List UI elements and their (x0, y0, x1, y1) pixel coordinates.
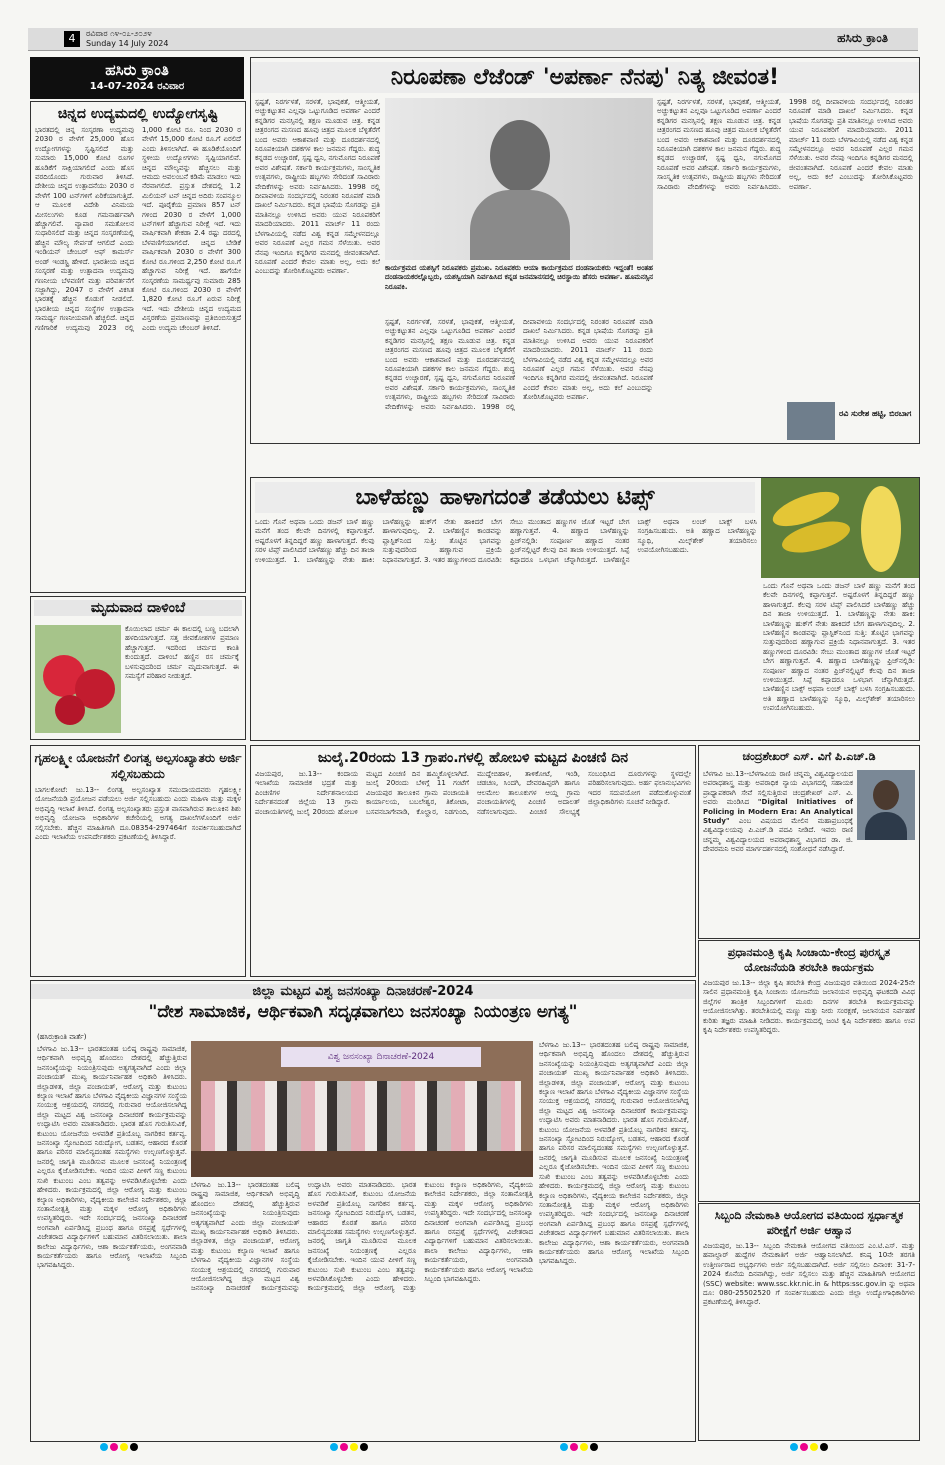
pomegranate-photo (35, 625, 121, 733)
byline: (ಹಸಿರುಕ್ರಾಂತಿ ವಾರ್ತೆ) (37, 1033, 87, 1041)
event-photo (191, 1041, 533, 1177)
article-body: ಭಾರತದಲ್ಲಿ ಚಿನ್ನ ಸಂಸ್ಕರಣಾ ಉದ್ಯಮವು 2030 ರ ವೇಳೆಗೆ 25,000 ಹೊಸ ಉದ್ಯೋಗಗಳನ್ನು ಸೃಷ್ಟಿಸಲಿದೆ ಮತ್ತು ಸುಮಾರು 15,000 ಕೋಟಿ ರೂಗಳ ಹೂಡಿಕೆಗೆ ಸಾಕ್ಷಿಯಾಗಲಿದೆ ಎಂದು ಹೊಸ ವರದಿಯೊಂದು ಗುರುವಾರ ತಿಳಿಸಿದೆ. ದೇಶೀಯ ಚಿನ್ನದ ಉತ್ಪಾದನೆಯು 2030 ರ ವೇಳೆಗೆ 100 ಟನ್‌ಗಳಿಗೆ ಏರಿಕೆಯಾಗುತ್ತಿದೆ. ಆ ಮೂಲಕ ವಿದೇಶಿ ವಿನಿಮಯ ಮೀಸಲುಗಳು ಕೂಡ ಗಮನಾರ್ಹವಾಗಿ ಹೆಚ್ಚಾಗಲಿವೆ. ವ್ಯಾಪಾರ ಸಮತೋಲನ ಸುಧಾರಿಸಲಿದೆ ಮತ್ತು ಚಿನ್ನದ ಸಂಸ್ಕರಣೆಯಲ್ಲಿ ಹೆಚ್ಚಿನ ಮೌಲ್ಯ ಸೇರ್ಪಡೆ ಆಗಲಿದೆ ಎಂದು ಇಂಡಿಯನ್ ಚೇಂಬರ್ ಆಫ್ ಕಾಮರ್ಸ್ ಅಂಡ್ ಇಂಡಸ್ಟ್ರಿ ಹೇಳಿದೆ. ಭಾರತೀಯ ಚಿನ್ನದ ಸಂಸ್ಕರಣೆ ಮತ್ತು ಉತ್ಪಾದನಾ ಉದ್ಯಮವು ಗಣನೀಯ ಬೆಳವಣಿಗೆ ಮತ್ತು ಪರಿವರ್ತನೆಗೆ ಸಜ್ಜಾಗಿದ್ದು, 2047 ರ ವೇಳೆಗೆ ವಿಕಸಿತ ಭಾರತಕ್ಕೆ ಹೆಚ್ಚಿನ ಕೊಡುಗೆ ನೀಡಲಿದೆ. ಭಾರತೀಯ ಚಿನ್ನದ ಸಂಸ್ಥೆಗಳ ಉತ್ಪಾದನಾ ಸಾಮರ್ಥ್ಯ ಗಣನೀಯವಾಗಿ ಹೆಚ್ಚಲಿದೆ. ಚಿನ್ನದ ಗಣಿಗಾರಿಕೆ ಉದ್ಯಮವು 2023 ರಲ್ಲಿ 1,000 ಕೋಟಿ ರೂ. ನಿಂದ 2030 ರ ವೇಳೆಗೆ 15,000 ಕೋಟಿ ರೂ.ಗೆ ಏರಲಿದೆ ಎಂದು ತಿಳಿಸಲಾಗಿದೆ. ಈ ಹೂಡಿಕೆಯೊಂದಿಗೆ ಸ್ಥಳೀಯ ಉದ್ಯೋಗಗಳು ಸೃಷ್ಟಿಯಾಗಲಿವೆ. ಚಿನ್ನದ ಮೌಲ್ಯವನ್ನು ಹೆಚ್ಚಿಸಲು ಮತ್ತು ಆಮದು ಅವಲಂಬನೆ ಕಡಿಮೆ ಮಾಡಲು ಇದು ನೆರವಾಗಲಿದೆ. ಪ್ರಸ್ತುತ ದೇಶದಲ್ಲಿ 1.2 ಮಿಲಿಯನ್ ಟನ್ ಚಿನ್ನದ ಅದಿರು ಸಂಪನ್ಮೂಲ ಇದೆ. ಪೂರೈಕೆಯ ಪ್ರಮಾಣ 857 ಟನ್ ಗಳಿಂದ 2030 ರ ವೇಳೆಗೆ 1,000 ಟನ್‌ಗಳಿಗೆ ಹೆಚ್ಚಾಗುವ ನಿರೀಕ್ಷೆ ಇದೆ. ಇದು ವಾರ್ಷಿಕವಾಗಿ ಶೇಕಡಾ 2.4 ರಷ್ಟು ದರದಲ್ಲಿ ಬೆಳವಣಿಗೆಯಾಗಲಿದೆ. ಚಿನ್ನದ ಬೇಡಿಕೆ ವಾರ್ಷಿಕವಾಗಿ 2030 ರ ವೇಳೆಗೆ 300 ಕೋಟಿ ರೂ.ಗಳಿಂದ 2,250 ಕೋಟಿ ರೂ.ಗೆ ಹೆಚ್ಚಾಗುವ ನಿರೀಕ್ಷೆ ಇದೆ. ಹಾಗೆಯೇ ಸಂಸ್ಕರಣೆಯ ಸಾಮರ್ಥ್ಯವು ಸುಮಾರು 285 ಕೋಟಿ ರೂ.ಗಳಿಂದ 2030 ರ ವೇಳೆಗೆ 1,820 ಕೋಟಿ ರೂ.ಗೆ ಏರುವ ನಿರೀಕ್ಷೆ ಇದೆ. ಇದು ದೇಶೀಯ ಚಿನ್ನದ ಉದ್ಯಮದ ವಿಸ್ತರಣೆಯ ಪ್ರಮಾಣವನ್ನು ಪ್ರತಿಬಿಂಬಿಸುತ್ತದೆ ಎಂದು ಉದ್ಯಮ ಚೇಂಬರ್ ತಿಳಿಸಿದೆ. (35, 126, 241, 332)
story-gold-industry (30, 101, 246, 593)
event-banner: ವಿಶ್ವ ಜನಸಂಖ್ಯಾ ದಿನಾಚರಣೆ-2024 (281, 1047, 481, 1067)
masthead-date: 14-07-2024 ರವಿವಾರ (89, 81, 185, 92)
article-body-right: ಬೆಳಗಾವಿ ಜು.13-- ಭಾರತದಂತಹ ಬಲಿಷ್ಠ ರಾಷ್ಟ್ರವು ಸಾಮಾಜಿಕ, ಆರ್ಥಿಕವಾಗಿ ಅಭಿವೃದ್ಧಿ ಹೊಂದಲು ದೇಶದಲ್ಲಿ ಹೆಚ್ಚುತ್ತಿರುವ ಜನಸಂಖ್ಯೆಯನ್ನು ನಿಯಂತ್ರಿಸುವುದು ಅತ್ಯಗತ್ಯವಾಗಿದೆ ಎಂದು ಜಿಲ್ಲಾ ಪಂಚಾಯತ್ ಮುಖ್ಯ ಕಾರ್ಯನಿರ್ವಾಹಕ ಅಧಿಕಾರಿ ತಿಳಿಸಿದರು. ಜಿಲ್ಲಾಡಳಿತ, ಜಿಲ್ಲಾ ಪಂಚಾಯತ್, ಆರೋಗ್ಯ ಮತ್ತು ಕುಟುಂಬ ಕಲ್ಯಾಣ ಇಲಾಖೆ ಹಾಗೂ ಬೆಳಗಾವಿ ವೈದ್ಯಕೀಯ ವಿಜ್ಞಾನಗಳ ಸಂಸ್ಥೆಯ ಸಂಯುಕ್ತ ಆಶ್ರಯದಲ್ಲಿ ನಗರದಲ್ಲಿ ಗುರುವಾರ ಆಯೋಜಿಸಲಾಗಿದ್ದ ಜಿಲ್ಲಾ ಮಟ್ಟದ ವಿಶ್ವ ಜನಸಂಖ್ಯಾ ದಿನಾಚರಣೆ ಕಾರ್ಯಕ್ರಮವನ್ನು ಉದ್ಘಾಟಿಸಿ ಅವರು ಮಾತನಾಡಿದರು. ಭಾರತ ಹೊಸ ಗುರುತಿಸುವಿಕೆ, ಕುಟುಂಬ ಯೋಜನೆಯ ಅಳವಡಿಕೆ ಪ್ರತಿಯೊಬ್ಬ ನಾಗರಿಕನ ಕರ್ತವ್ಯ. ಜನಸಂಖ್ಯಾ ಸ್ಫೋಟದಿಂದ ನಿರುದ್ಯೋಗ, ಬಡತನ, ಆಹಾರದ ಕೊರತೆ ಹಾಗೂ ಪರಿಸರ ಮಾಲಿನ್ಯದಂತಹ ಸಮಸ್ಯೆಗಳು ಉಲ್ಬಣಗೊಳ್ಳುತ್ತವೆ. ಜನರಲ್ಲಿ ಜಾಗೃತಿ ಮೂಡಿಸುವ ಮೂಲಕ ಜನಸಂಖ್ಯೆ ನಿಯಂತ್ರಣಕ್ಕೆ ಎಲ್ಲರೂ ಕೈಜೋಡಿಸಬೇಕು. ಇಂದಿನ ಯುವ ಪೀಳಿಗೆ ಸಣ್ಣ ಕುಟುಂಬ ಸುಖಿ ಕುಟುಂಬ ಎಂಬ ತತ್ವವನ್ನು ಅಳವಡಿಸಿಕೊಳ್ಳಬೇಕು ಎಂದು ಹೇಳಿದರು. ಕಾರ್ಯಕ್ರಮದಲ್ಲಿ ಜಿಲ್ಲಾ ಆರೋಗ್ಯ ಮತ್ತು ಕುಟುಂಬ ಕಲ್ಯಾಣ ಅಧಿಕಾರಿಗಳು, ವೈದ್ಯಕೀಯ ಕಾಲೇಜಿನ ನಿರ್ದೇಶಕರು, ಜಿಲ್ಲಾ ಸಂತಾನೋತ್ಪತ್ತಿ ಮತ್ತು ಮಕ್ಕಳ ಆರೋಗ್ಯ ಅಧಿಕಾರಿಗಳು ಉಪಸ್ಥಿತರಿದ್ದರು. ಇದೇ ಸಂದರ್ಭದಲ್ಲಿ ಜನಸಂಖ್ಯಾ ದಿನಾಚರಣೆ ಅಂಗವಾಗಿ ಏರ್ಪಡಿಸಿದ್ದ ಪ್ರಬಂಧ ಹಾಗೂ ರಸಪ್ರಶ್ನೆ ಸ್ಪರ್ಧೆಗಳಲ್ಲಿ ವಿಜೇತರಾದ ವಿದ್ಯಾರ್ಥಿಗಳಿಗೆ ಬಹುಮಾನ ವಿತರಿಸಲಾಯಿತು. ಶಾಲಾ ಕಾಲೇಜು ವಿದ್ಯಾರ್ಥಿಗಳು, ಆಶಾ ಕಾರ್ಯಕರ್ತೆಯರು, ಅಂಗನವಾಡಿ ಕಾರ್ಯಕರ್ತೆಯರು ಹಾಗೂ ಆರೋಗ್ಯ ಇಲಾಖೆಯ ಸಿಬ್ಬಂದಿ ಭಾಗವಹಿಸಿದ್ದರು. (539, 1041, 689, 1266)
banana-photo (761, 478, 919, 578)
photo-caption: ಕಾರ್ಯಕ್ರಮದ ಯಶಸ್ಸಿಗೆ ನಿರೂಪಕರು ಪ್ರಮುಖ. ನಿರೂಪಕರು ಆಯಾ ಕಾರ್ಯಕ್ರಮದ ದಂಡನಾಯಕರು ಇದ್ದಂತೆ! ಅಂತಹ ದಂಡನಾಯಕರಲ್ಲೊಬ್ಬರು, ಯಶಸ್ವಿಯಾಗಿ ನಿರ್ವಹಿಸಿದ ಕನ್ನಡ ಜನಮಾನಸದಲ್ಲಿ ಚಿರಸ್ಥಾಯಿ ಹೆಸರು ಅಪರ್ಣಾ. ಹೂಮನಸ್ಸಿನ ನಿರೂಪಕಿ. (385, 264, 653, 291)
story-population-day (30, 980, 696, 1442)
headline: ಮೃದುವಾದ ದಾಳಿಂಬೆ (34, 600, 242, 616)
article-body: ವಿಜಯಪುರ, ಜು.13-- ಸಿಬ್ಬಂದಿ ನೇಮಕಾತಿ ಆಯೋಗದ ವತಿಯಿಂದ ಎಂ.ಟಿ.ಎಸ್. ಮತ್ತು ಹವಾಲ್ದಾರ್ ಹುದ್ದೆಗಳ ನೇಮಕಾತಿಗೆ ಅರ್ಜಿ ಆಹ್ವಾನಿಸಲಾಗಿದೆ. ಕನಿಷ್ಠ 10ನೇ ತರಗತಿ ಉತ್ತೀರ್ಣರಾದ ಅಭ್ಯರ್ಥಿಗಳು ಅರ್ಜಿ ಸಲ್ಲಿಸಬಹುದಾಗಿದೆ. ಅರ್ಜಿ ಸಲ್ಲಿಸಲು ದಿನಾಂಕ: 31-7-2024 ಕೊನೆಯ ದಿನವಾಗಿದ್ದು, ಅರ್ಜಿ ಸಲ್ಲಿಸಲು ಮತ್ತು ಹೆಚ್ಚಿನ ಮಾಹಿತಿಗಾಗಿ ಆಯೋಗದ (SSC) website: www.ssc.kkr.nic.in & https:ssc.gov.in ನ್ನು ಅಥವಾ ದೂ: 080-25502520 ಗೆ ಸಂಪರ್ಕಿಸಬಹುದು ಎಂದು ಜಿಲ್ಲಾ ಉದ್ಯೋಗಾಧಿಕಾರಿಗಳು ಪ್ರಕಟಣೆಯಲ್ಲಿ ತಿಳಿಸಿದ್ದಾರೆ. (703, 1242, 915, 1307)
author-name: ರವಿ ಸುರೇಶ ಹಟ್ಟಿ, ಬಿರಬಾಗ (839, 409, 912, 418)
kicker: ಜಿಲ್ಲಾ ಮಟ್ಟದ ವಿಶ್ವ ಜನಸಂಖ್ಯಾ ದಿನಾಚರಣೆ-2024 (31, 984, 695, 999)
header-date (86, 29, 169, 49)
article-body-right: ಒಂದು ಗೊನೆ ಅಥವಾ ಒಂದು ಡಜನ್ ಬಾಳೆ ಹಣ್ಣು ಮನೆಗೆ ತಂದ ಕೆಲವೇ ದಿನಗಳಲ್ಲಿ ಕಪ್ಪಾಗುತ್ತವೆ. ಅಷ್ಟರೊಳಗೆ ತಿನ್ನದಿದ್ದರೆ ಹಣ್ಣು ಹಾಳಾಗುತ್ತದೆ. ಕೆಲವು ಸರಳ ಟಿಪ್ಸ್ ಪಾಲಿಸಿದರೆ ಬಾಳೆಹಣ್ಣು ಹೆಚ್ಚು ದಿನ ತಾಜಾ ಉಳಿಯುತ್ತದೆ. 1. ಬಾಳೆಹಣ್ಣನ್ನು ನೇತು ಹಾಕಿ: ಬಾಳೆಹಣ್ಣನ್ನು ಹುಕ್‌ಗೆ ನೇತು ಹಾಕಿದರೆ ಬೇಗ ಹಾಳಾಗುವುದಿಲ್ಲ. 2. ಬಾಳೆಹಣ್ಣಿನ ಕಾಂಡವನ್ನು ಪ್ಲಾಸ್ಟಿಕ್‌ನಿಂದ ಸುತ್ತಿ: ತೊಟ್ಟಿನ ಭಾಗವನ್ನು ಸುತ್ತುವುದರಿಂದ ಹಣ್ಣಾಗುವ ಪ್ರಕ್ರಿಯೆ ನಿಧಾನವಾಗುತ್ತದೆ. 3. ಇತರ ಹಣ್ಣುಗಳಿಂದ ದೂರವಿಡಿ: ಸೇಬು ಮುಂತಾದ ಹಣ್ಣುಗಳ ಜೊತೆ ಇಟ್ಟರೆ ಬೇಗ ಹಣ್ಣಾಗುತ್ತವೆ. 4. ಹಣ್ಣಾದ ಬಾಳೆಹಣ್ಣನ್ನು ಫ್ರಿಜ್‌ನಲ್ಲಿಡಿ: ಸಂಪೂರ್ಣ ಹಣ್ಣಾದ ನಂತರ ಫ್ರಿಜ್‌ನಲ್ಲಿಟ್ಟರೆ ಕೆಲವು ದಿನ ತಾಜಾ ಉಳಿಯುತ್ತದೆ. ಸಿಪ್ಪೆ ಕಪ್ಪಾದರೂ ಒಳಭಾಗ ಚೆನ್ನಾಗಿರುತ್ತದೆ. ಬಾಳೆಹಣ್ಣಿನ ಬಾಕ್ಸ್ ಅಥವಾ ಲಂಚ್ ಬಾಕ್ಸ್ ಬಳಸಿ ಸಂಗ್ರಹಿಸಬಹುದು. ಅತಿ ಹಣ್ಣಾದ ಬಾಳೆಹಣ್ಣನ್ನು ಸ್ಮೂಥಿ, ಮಿಲ್ಕ್‌ಶೇಕ್ ತಯಾರಿಸಲು ಉಪಯೋಗಿಸಬಹುದು. (763, 582, 915, 713)
date-english: Sunday 14 July 2024 (86, 39, 169, 48)
article-body-part-1: ಬೆಳಗಾವಿ ಜು.13--ಬೆಳಗಾವಿಯ ರಾಣಿ ಚನ್ನಮ್ಮ ವಿಶ್ವವಿದ್ಯಾಲಯದ ಅಪರಾಧಶಾಸ್ತ್ರ ಮತ್ತು ಅಪರಾಧಿಕ ನ್ಯಾಯ ವಿಭಾಗದಲ್ಲಿ ಸಹಾಯಕ ಪ್ರಾಧ್ಯಾಪಕರಾಗಿ ಸೇವೆ ಸಲ್ಲಿಸುತ್ತಿರುವ ಚಂದ್ರಶೇಖರ್ ಎಸ್. ವಿ. ಅವರು ಮಂಡಿಸಿದ (703, 770, 853, 807)
article-body-left: ಸ್ಪಷ್ಟತೆ, ನಿರರ್ಗಳತೆ, ಸರಳತೆ, ಭಾವುಕತೆ, ಆತ್ಮೀಯತೆ, ಅಚ್ಚುಕಟ್ಟುತನ ಎಲ್ಲವೂ ಒಟ್ಟುಗೂಡಿದ ಅಪರ್ಣಾ ಎಂದರೆ ಕನ್ನಡಿಗರ ಮನಸ್ಸಿನಲ್ಲಿ ತಕ್ಷಣ ಮೂಡುವ ಚಿತ್ರ. ಕನ್ನಡ ಚಿತ್ರರಂಗದ ಮಸಣದ ಹೂವು ಚಿತ್ರದ ಮೂಲಕ ಬೆಳ್ಳಿತೆರೆಗೆ ಬಂದ ಅವರು ಆಕಾಶವಾಣಿ ಮತ್ತು ದೂರದರ್ಶನದಲ್ಲಿ ನಿರೂಪಕಿಯಾಗಿ ದಶಕಗಳ ಕಾಲ ಜನಮನ ಗೆದ್ದರು. ಶುದ್ಧ ಕನ್ನಡದ ಉಚ್ಚಾರಣೆ, ಸ್ಪಷ್ಟ ಧ್ವನಿ, ನಗುಮೊಗದ ನಿರೂಪಣೆ ಅವರ ವಿಶೇಷತೆ. ಸರ್ಕಾರಿ ಕಾರ್ಯಕ್ರಮಗಳು, ಸಾಂಸ್ಕೃತಿಕ ಉತ್ಸವಗಳು, ರಾಷ್ಟ್ರೀಯ ಹಬ್ಬಗಳು ಸೇರಿದಂತೆ ಸಾವಿರಾರು ವೇದಿಕೆಗಳನ್ನು ಅವರು ನಿರ್ವಹಿಸಿದರು. 1998 ರಲ್ಲಿ ದೀಪಾವಳಿಯ ಸಂದರ್ಭದಲ್ಲಿ ನಿರಂತರ ನಿರೂಪಣೆ ಮಾಡಿ ದಾಖಲೆ ನಿರ್ಮಿಸಿದರು. ಕನ್ನಡ ಭಾಷೆಯ ಸೊಗಡನ್ನು ಪ್ರತಿ ಮಾತಿನಲ್ಲೂ ಉಳಿಸಿದ ಅವರು ಯುವ ನಿರೂಪಕರಿಗೆ ಮಾದರಿಯಾದರು. 2011 ಮಾರ್ಚ್ 11 ರಂದು ಬೆಳಗಾವಿಯಲ್ಲಿ ನಡೆದ ವಿಶ್ವ ಕನ್ನಡ ಸಮ್ಮೇಳನದಲ್ಲೂ ಅವರ ನಿರೂಪಣೆ ಎಲ್ಲರ ಗಮನ ಸೆಳೆಯಿತು. ಅವರ ನೆನಪು ಇಂದಿಗೂ ಕನ್ನಡಿಗರ ಮನದಲ್ಲಿ ಜೀವಂತವಾಗಿದೆ. ನಿರೂಪಣೆ ಎಂದರೆ ಕೇವಲ ಮಾತು ಅಲ್ಲ, ಅದು ಕಲೆ ಎಂಬುದನ್ನು ತೋರಿಸಿಕೊಟ್ಟವರು ಅಪರ್ಣಾ. (255, 98, 380, 276)
headline: ಚಿನ್ನದ ಉದ್ಯಮದಲ್ಲಿ ಉದ್ಯೋಗಸೃಷ್ಟಿ (57, 106, 219, 122)
article-body-bottom: ಬೆಳಗಾವಿ ಜು.13-- ಭಾರತದಂತಹ ಬಲಿಷ್ಠ ರಾಷ್ಟ್ರವು ಸಾಮಾಜಿಕ, ಆರ್ಥಿಕವಾಗಿ ಅಭಿವೃದ್ಧಿ ಹೊಂದಲು ದೇಶದಲ್ಲಿ ಹೆಚ್ಚುತ್ತಿರುವ ಜನಸಂಖ್ಯೆಯನ್ನು ನಿಯಂತ್ರಿಸುವುದು ಅತ್ಯಗತ್ಯವಾಗಿದೆ ಎಂದು ಜಿಲ್ಲಾ ಪಂಚಾಯತ್ ಮುಖ್ಯ ಕಾರ್ಯನಿರ್ವಾಹಕ ಅಧಿಕಾರಿ ತಿಳಿಸಿದರು. ಜಿಲ್ಲಾಡಳಿತ, ಜಿಲ್ಲಾ ಪಂಚಾಯತ್, ಆರೋಗ್ಯ ಮತ್ತು ಕುಟುಂಬ ಕಲ್ಯಾಣ ಇಲಾಖೆ ಹಾಗೂ ಬೆಳಗಾವಿ ವೈದ್ಯಕೀಯ ವಿಜ್ಞಾನಗಳ ಸಂಸ್ಥೆಯ ಸಂಯುಕ್ತ ಆಶ್ರಯದಲ್ಲಿ ನಗರದಲ್ಲಿ ಗುರುವಾರ ಆಯೋಜಿಸಲಾಗಿದ್ದ ಜಿಲ್ಲಾ ಮಟ್ಟದ ವಿಶ್ವ ಜನಸಂಖ್ಯಾ ದಿನಾಚರಣೆ ಕಾರ್ಯಕ್ರಮವನ್ನು ಉದ್ಘಾಟಿಸಿ ಅವರು ಮಾತನಾಡಿದರು. ಭಾರತ ಹೊಸ ಗುರುತಿಸುವಿಕೆ, ಕುಟುಂಬ ಯೋಜನೆಯ ಅಳವಡಿಕೆ ಪ್ರತಿಯೊಬ್ಬ ನಾಗರಿಕನ ಕರ್ತವ್ಯ. ಜನಸಂಖ್ಯಾ ಸ್ಫೋಟದಿಂದ ನಿರುದ್ಯೋಗ, ಬಡತನ, ಆಹಾರದ ಕೊರತೆ ಹಾಗೂ ಪರಿಸರ ಮಾಲಿನ್ಯದಂತಹ ಸಮಸ್ಯೆಗಳು ಉಲ್ಬಣಗೊಳ್ಳುತ್ತವೆ. ಜನರಲ್ಲಿ ಜಾಗೃತಿ ಮೂಡಿಸುವ ಮೂಲಕ ಜನಸಂಖ್ಯೆ ನಿಯಂತ್ರಣಕ್ಕೆ ಎಲ್ಲರೂ ಕೈಜೋಡಿಸಬೇಕು. ಇಂದಿನ ಯುವ ಪೀಳಿಗೆ ಸಣ್ಣ ಕುಟುಂಬ ಸುಖಿ ಕುಟುಂಬ ಎಂಬ ತತ್ವವನ್ನು ಅಳವಡಿಸಿಕೊಳ್ಳಬೇಕು ಎಂದು ಹೇಳಿದರು. ಕಾರ್ಯಕ್ರಮದಲ್ಲಿ ಜಿಲ್ಲಾ ಆರೋಗ್ಯ ಮತ್ತು ಕುಟುಂಬ ಕಲ್ಯಾಣ ಅಧಿಕಾರಿಗಳು, ವೈದ್ಯಕೀಯ ಕಾಲೇಜಿನ ನಿರ್ದೇಶಕರು, ಜಿಲ್ಲಾ ಸಂತಾನೋತ್ಪತ್ತಿ ಮತ್ತು ಮಕ್ಕಳ ಆರೋಗ್ಯ ಅಧಿಕಾರಿಗಳು ಉಪಸ್ಥಿತರಿದ್ದರು. ಇದೇ ಸಂದರ್ಭದಲ್ಲಿ ಜನಸಂಖ್ಯಾ ದಿನಾಚರಣೆ ಅಂಗವಾಗಿ ಏರ್ಪಡಿಸಿದ್ದ ಪ್ರಬಂಧ ಹಾಗೂ ರಸಪ್ರಶ್ನೆ ಸ್ಪರ್ಧೆಗಳಲ್ಲಿ ವಿಜೇತರಾದ ವಿದ್ಯಾರ್ಥಿಗಳಿಗೆ ಬಹುಮಾನ ವಿತರಿಸಲಾಯಿತು. ಶಾಲಾ ಕಾಲೇಜು ವಿದ್ಯಾರ್ಥಿಗಳು, ಆಶಾ ಕಾರ್ಯಕರ್ತೆಯರು, ಅಂಗನವಾಡಿ ಕಾರ್ಯಕರ್ತೆಯರು ಹಾಗೂ ಆರೋಗ್ಯ ಇಲಾಖೆಯ ಸಿಬ್ಬಂದಿ ಭಾಗವಹಿಸಿದ್ದರು. (191, 1181, 533, 1293)
thesis-title: Digital Initiatives of Policing in Modern Era: An Analytical Study (703, 798, 853, 826)
story-gruhalakshmi (30, 745, 246, 977)
registration-marks (330, 1443, 368, 1451)
article-body: ಕೊಯಿಲಾದ ಚರ್ಮ ಈ ಕಾಲದಲ್ಲಿ ಬಣ್ಣ ಬದಲಾಗಿ ಹಳದಿಯಾಗುತ್ತದೆ. ಸತ್ತ ಜೀವಕೋಶಗಳ ಪ್ರಮಾಣ ಹೆಚ್ಚಾಗುತ್ತದೆ. ಇದರಿಂದ ಚರ್ಮದ ಕಾಂತಿ ಕುಂದುತ್ತದೆ. ದಾಳಿಂಬೆ ಹಣ್ಣಿನ ರಸ ಚರ್ಮಕ್ಕೆ ಬಳಸುವುದರಿಂದ ಚರ್ಮ ಮೃದುವಾಗುತ್ತದೆ. ಈ ಸಮಸ್ಯೆಗೆ ಪರಿಹಾರ ನೀಡುತ್ತದೆ. (125, 625, 239, 681)
headline: ಚಂದ್ರಶೇಖರ್ ಎಸ್. ವಿಗೆ ಪಿ.ಎಚ್.ಡಿ (742, 750, 876, 763)
article-body: ವಿಜಯಪುರ ಜು.13-- ಜಿಲ್ಲಾ ಕೃಷಿ ತರಬೇತಿ ಕೇಂದ್ರ ವಿಜಯಪುರ ವತಿಯಿಂದ 2024-25ನೇ ಸಾಲಿನ ಪ್ರಧಾನಮಂತ್ರಿ ಕೃಷಿ ಸಿಂಚಾಯಿ ಯೋಜನೆಯ ಜಲಾನಯನ ಅಭಿವೃದ್ಧಿ ಘಟಕದಡಿ ವಿವಿಧ ಜಿಲ್ಲೆಗಳ ತಾಂತ್ರಿಕ ಸಿಬ್ಬಂದಿಗಳಿಗೆ ಮೂರು ದಿನಗಳ ತರಬೇತಿ ಕಾರ್ಯಕ್ರಮವನ್ನು ಆಯೋಜಿಸಲಾಗಿತ್ತು. ತರಬೇತಿಯಲ್ಲಿ ಮಣ್ಣು ಮತ್ತು ನೀರು ಸಂರಕ್ಷಣೆ, ಜಲಾನಯನ ನಿರ್ವಹಣೆ ಕುರಿತು ತಜ್ಞರು ಮಾಹಿತಿ ನೀಡಿದರು. ಕಾರ್ಯಕ್ರಮದಲ್ಲಿ ಜಂಟಿ ಕೃಷಿ ನಿರ್ದೇಶಕರು ಹಾಗೂ ಉಪ ಕೃಷಿ ನಿರ್ದೇಶಕರು ಉಪಸ್ಥಿತರಿದ್ದರು. (703, 979, 915, 1035)
article-body: ಬಾಗಲಕೋಟೆ: ಜು.13-- ಲಿಂಗತ್ವ ಅಲ್ಪಸಂಖ್ಯಾತ ಸಮುದಾಯದವರು ಗೃಹಲಕ್ಷ್ಮೀ ಯೋಜನೆಯಡಿ ಪ್ರಯೋಜನ ಪಡೆಯಲು ಅರ್ಜಿ ಸಲ್ಲಿಸಬಹುದು ಎಂದು ಮಹಿಳಾ ಮತ್ತು ಮಕ್ಕಳ ಅಭಿವೃದ್ಧಿ ಇಲಾಖೆ ತಿಳಿಸಿದೆ. ಲಿಂಗತ್ವ ಅಲ್ಪಸಂಖ್ಯಾತರು ಪ್ರಸ್ತುತ ವಾಸವಾಗಿರುವ ತಾಲೂಕಿನ ಶಿಶು ಅಭಿವೃದ್ಧಿ ಯೋಜನಾ ಅಧಿಕಾರಿಗಳ ಕಚೇರಿಯಲ್ಲಿ ಅಗತ್ಯ ದಾಖಲೆಗಳೊಂದಿಗೆ ಅರ್ಜಿ ಸಲ್ಲಿಸಬೇಕು. ಹೆಚ್ಚಿನ ಮಾಹಿತಿಗಾಗಿ ದೂ.08354-297464ಗೆ ಸಂಪರ್ಕಿಸಬಹುದಾಗಿದೆ ಎಂದು ಇಲಾಖೆಯ ಉಪನಿರ್ದೇಶಕರು ಪ್ರಕಟಣೆಯಲ್ಲಿ ತಿಳಿಸಿದ್ದಾರೆ. (35, 786, 241, 842)
registration-marks (100, 1443, 138, 1451)
story-banana-tips (250, 477, 920, 741)
article-body-right: ಸ್ಪಷ್ಟತೆ, ನಿರರ್ಗಳತೆ, ಸರಳತೆ, ಭಾವುಕತೆ, ಆತ್ಮೀಯತೆ, ಅಚ್ಚುಕಟ್ಟುತನ ಎಲ್ಲವೂ ಒಟ್ಟುಗೂಡಿದ ಅಪರ್ಣಾ ಎಂದರೆ ಕನ್ನಡಿಗರ ಮನಸ್ಸಿನಲ್ಲಿ ತಕ್ಷಣ ಮೂಡುವ ಚಿತ್ರ. ಕನ್ನಡ ಚಿತ್ರರಂಗದ ಮಸಣದ ಹೂವು ಚಿತ್ರದ ಮೂಲಕ ಬೆಳ್ಳಿತೆರೆಗೆ ಬಂದ ಅವರು ಆಕಾಶವಾಣಿ ಮತ್ತು ದೂರದರ್ಶನದಲ್ಲಿ ನಿರೂಪಕಿಯಾಗಿ ದಶಕಗಳ ಕಾಲ ಜನಮನ ಗೆದ್ದರು. ಶುದ್ಧ ಕನ್ನಡದ ಉಚ್ಚಾರಣೆ, ಸ್ಪಷ್ಟ ಧ್ವನಿ, ನಗುಮೊಗದ ನಿರೂಪಣೆ ಅವರ ವಿಶೇಷತೆ. ಸರ್ಕಾರಿ ಕಾರ್ಯಕ್ರಮಗಳು, ಸಾಂಸ್ಕೃತಿಕ ಉತ್ಸವಗಳು, ರಾಷ್ಟ್ರೀಯ ಹಬ್ಬಗಳು ಸೇರಿದಂತೆ ಸಾವಿರಾರು ವೇದಿಕೆಗಳನ್ನು ಅವರು ನಿರ್ವಹಿಸಿದರು. 1998 ರಲ್ಲಿ ದೀಪಾವಳಿಯ ಸಂದರ್ಭದಲ್ಲಿ ನಿರಂತರ ನಿರೂಪಣೆ ಮಾಡಿ ದಾಖಲೆ ನಿರ್ಮಿಸಿದರು. ಕನ್ನಡ ಭಾಷೆಯ ಸೊಗಡನ್ನು ಪ್ರತಿ ಮಾತಿನಲ್ಲೂ ಉಳಿಸಿದ ಅವರು ಯುವ ನಿರೂಪಕರಿಗೆ ಮಾದರಿಯಾದರು. 2011 ಮಾರ್ಚ್ 11 ರಂದು ಬೆಳಗಾವಿಯಲ್ಲಿ ನಡೆದ ವಿಶ್ವ ಕನ್ನಡ ಸಮ್ಮೇಳನದಲ್ಲೂ ಅವರ ನಿರೂಪಣೆ ಎಲ್ಲರ ಗಮನ ಸೆಳೆಯಿತು. ಅವರ ನೆನಪು ಇಂದಿಗೂ ಕನ್ನಡಿಗರ ಮನದಲ್ಲಿ ಜೀವಂತವಾಗಿದೆ. ನಿರೂಪಣೆ ಎಂದರೆ ಕೇವಲ ಮಾತು ಅಲ್ಲ, ಅದು ಕಲೆ ಎಂಬುದನ್ನು ತೋರಿಸಿಕೊಟ್ಟವರು ಅಪರ್ಣಾ. (657, 98, 913, 191)
article-body-left: ಬೆಳಗಾವಿ ಜು.13-- ಭಾರತದಂತಹ ಬಲಿಷ್ಠ ರಾಷ್ಟ್ರವು ಸಾಮಾಜಿಕ, ಆರ್ಥಿಕವಾಗಿ ಅಭಿವೃದ್ಧಿ ಹೊಂದಲು ದೇಶದಲ್ಲಿ ಹೆಚ್ಚುತ್ತಿರುವ ಜನಸಂಖ್ಯೆಯನ್ನು ನಿಯಂತ್ರಿಸುವುದು ಅತ್ಯಗತ್ಯವಾಗಿದೆ ಎಂದು ಜಿಲ್ಲಾ ಪಂಚಾಯತ್ ಮುಖ್ಯ ಕಾರ್ಯನಿರ್ವಾಹಕ ಅಧಿಕಾರಿ ತಿಳಿಸಿದರು. ಜಿಲ್ಲಾಡಳಿತ, ಜಿಲ್ಲಾ ಪಂಚಾಯತ್, ಆರೋಗ್ಯ ಮತ್ತು ಕುಟುಂಬ ಕಲ್ಯಾಣ ಇಲಾಖೆ ಹಾಗೂ ಬೆಳಗಾವಿ ವೈದ್ಯಕೀಯ ವಿಜ್ಞಾನಗಳ ಸಂಸ್ಥೆಯ ಸಂಯುಕ್ತ ಆಶ್ರಯದಲ್ಲಿ ನಗರದಲ್ಲಿ ಗುರುವಾರ ಆಯೋಜಿಸಲಾಗಿದ್ದ ಜಿಲ್ಲಾ ಮಟ್ಟದ ವಿಶ್ವ ಜನಸಂಖ್ಯಾ ದಿನಾಚರಣೆ ಕಾರ್ಯಕ್ರಮವನ್ನು ಉದ್ಘಾಟಿಸಿ ಅವರು ಮಾತನಾಡಿದರು. ಭಾರತ ಹೊಸ ಗುರುತಿಸುವಿಕೆ, ಕುಟುಂಬ ಯೋಜನೆಯ ಅಳವಡಿಕೆ ಪ್ರತಿಯೊಬ್ಬ ನಾಗರಿಕನ ಕರ್ತವ್ಯ. ಜನಸಂಖ್ಯಾ ಸ್ಫೋಟದಿಂದ ನಿರುದ್ಯೋಗ, ಬಡತನ, ಆಹಾರದ ಕೊರತೆ ಹಾಗೂ ಪರಿಸರ ಮಾಲಿನ್ಯದಂತಹ ಸಮಸ್ಯೆಗಳು ಉಲ್ಬಣಗೊಳ್ಳುತ್ತವೆ. ಜನರಲ್ಲಿ ಜಾಗೃತಿ ಮೂಡಿಸುವ ಮೂಲಕ ಜನಸಂಖ್ಯೆ ನಿಯಂತ್ರಣಕ್ಕೆ ಎಲ್ಲರೂ ಕೈಜೋಡಿಸಬೇಕು. ಇಂದಿನ ಯುವ ಪೀಳಿಗೆ ಸಣ್ಣ ಕುಟುಂಬ ಸುಖಿ ಕುಟುಂಬ ಎಂಬ ತತ್ವವನ್ನು ಅಳವಡಿಸಿಕೊಳ್ಳಬೇಕು ಎಂದು ಹೇಳಿದರು. ಕಾರ್ಯಕ್ರಮದಲ್ಲಿ ಜಿಲ್ಲಾ ಆರೋಗ್ಯ ಮತ್ತು ಕುಟುಂಬ ಕಲ್ಯಾಣ ಅಧಿಕಾರಿಗಳು, ವೈದ್ಯಕೀಯ ಕಾಲೇಜಿನ ನಿರ್ದೇಶಕರು, ಜಿಲ್ಲಾ ಸಂತಾನೋತ್ಪತ್ತಿ ಮತ್ತು ಮಕ್ಕಳ ಆರೋಗ್ಯ ಅಧಿಕಾರಿಗಳು ಉಪಸ್ಥಿತರಿದ್ದರು. ಇದೇ ಸಂದರ್ಭದಲ್ಲಿ ಜನಸಂಖ್ಯಾ ದಿನಾಚರಣೆ ಅಂಗವಾಗಿ ಏರ್ಪಡಿಸಿದ್ದ ಪ್ರಬಂಧ ಹಾಗೂ ರಸಪ್ರಶ್ನೆ ಸ್ಪರ್ಧೆಗಳಲ್ಲಿ ವಿಜೇತರಾದ ವಿದ್ಯಾರ್ಥಿಗಳಿಗೆ ಬಹುಮಾನ ವಿತರಿಸಲಾಯಿತು. ಶಾಲಾ ಕಾಲೇಜು ವಿದ್ಯಾರ್ಥಿಗಳು, ಆಶಾ ಕಾರ್ಯಕರ್ತೆಯರು, ಅಂಗನವಾಡಿ ಕಾರ್ಯಕರ್ತೆಯರು ಹಾಗೂ ಆರೋಗ್ಯ ಇಲಾಖೆಯ ಸಿಬ್ಬಂದಿ ಭಾಗವಹಿಸಿದ್ದರು. (37, 1045, 187, 1270)
headline: "ದೇಶ ಸಾಮಾಜಿಕ, ಆರ್ಥಿಕವಾಗಿ ಸದೃಢವಾಗಲು ಜನಸಂಖ್ಯಾ ನಿಯಂತ್ರಣ ಅಗತ್ಯ" (148, 1002, 578, 1022)
article-body-part-2: ಎಂಬ ವಿಷಯದ ಮೇಲಿನ ಮಹಾಪ್ರಬಂಧಕ್ಕೆ ವಿಶ್ವವಿದ್ಯಾಲಯವು ಪಿ.ಎಚ್.ಡಿ ಪದವಿ ನೀಡಿದೆ. ಇವರು ರಾಣಿ ಚನ್ನಮ್ಮ ವಿಶ್ವವಿದ್ಯಾಲಯದ ಅಪರಾಧಶಾಸ್ತ್ರ ವಿಭಾಗದ ಡಾ. ಜಿ. ದೇವರಮನಿ ಅವರ ಮಾರ್ಗದರ್ಶನದಲ್ಲಿ ಸಂಶೋಧನೆ ನಡೆಸಿದ್ದಾರೆ. (703, 817, 853, 854)
story-ssc-recruitment (698, 1203, 920, 1441)
header-paper-name: ಹಸಿರು ಕ್ರಾಂತಿ (837, 31, 888, 45)
article-body-bottom: ಸ್ಪಷ್ಟತೆ, ನಿರರ್ಗಳತೆ, ಸರಳತೆ, ಭಾವುಕತೆ, ಆತ್ಮೀಯತೆ, ಅಚ್ಚುಕಟ್ಟುತನ ಎಲ್ಲವೂ ಒಟ್ಟುಗೂಡಿದ ಅಪರ್ಣಾ ಎಂದರೆ ಕನ್ನಡಿಗರ ಮನಸ್ಸಿನಲ್ಲಿ ತಕ್ಷಣ ಮೂಡುವ ಚಿತ್ರ. ಕನ್ನಡ ಚಿತ್ರರಂಗದ ಮಸಣದ ಹೂವು ಚಿತ್ರದ ಮೂಲಕ ಬೆಳ್ಳಿತೆರೆಗೆ ಬಂದ ಅವರು ಆಕಾಶವಾಣಿ ಮತ್ತು ದೂರದರ್ಶನದಲ್ಲಿ ನಿರೂಪಕಿಯಾಗಿ ದಶಕಗಳ ಕಾಲ ಜನಮನ ಗೆದ್ದರು. ಶುದ್ಧ ಕನ್ನಡದ ಉಚ್ಚಾರಣೆ, ಸ್ಪಷ್ಟ ಧ್ವನಿ, ನಗುಮೊಗದ ನಿರೂಪಣೆ ಅವರ ವಿಶೇಷತೆ. ಸರ್ಕಾರಿ ಕಾರ್ಯಕ್ರಮಗಳು, ಸಾಂಸ್ಕೃತಿಕ ಉತ್ಸವಗಳು, ರಾಷ್ಟ್ರೀಯ ಹಬ್ಬಗಳು ಸೇರಿದಂತೆ ಸಾವಿರಾರು ವೇದಿಕೆಗಳನ್ನು ಅವರು ನಿರ್ವಹಿಸಿದರು. 1998 ರಲ್ಲಿ ದೀಪಾವಳಿಯ ಸಂದರ್ಭದಲ್ಲಿ ನಿರಂತರ ನಿರೂಪಣೆ ಮಾಡಿ ದಾಖಲೆ ನಿರ್ಮಿಸಿದರು. ಕನ್ನಡ ಭಾಷೆಯ ಸೊಗಡನ್ನು ಪ್ರತಿ ಮಾತಿನಲ್ಲೂ ಉಳಿಸಿದ ಅವರು ಯುವ ನಿರೂಪಕರಿಗೆ ಮಾದರಿಯಾದರು. 2011 ಮಾರ್ಚ್ 11 ರಂದು ಬೆಳಗಾವಿಯಲ್ಲಿ ನಡೆದ ವಿಶ್ವ ಕನ್ನಡ ಸಮ್ಮೇಳನದಲ್ಲೂ ಅವರ ನಿರೂಪಣೆ ಎಲ್ಲರ ಗಮನ ಸೆಳೆಯಿತು. ಅವರ ನೆನಪು ಇಂದಿಗೂ ಕನ್ನಡಿಗರ ಮನದಲ್ಲಿ ಜೀವಂತವಾಗಿದೆ. ನಿರೂಪಣೆ ಎಂದರೆ ಕೇವಲ ಮಾತು ಅಲ್ಲ, ಅದು ಕಲೆ ಎಂಬುದನ್ನು ತೋರಿಸಿಕೊಟ್ಟವರು ಅಪರ್ಣಾ. (385, 318, 653, 411)
story-aparna (250, 57, 920, 444)
masthead-title: ಹಸಿರು ಕ್ರಾಂತಿ (105, 61, 169, 79)
scholar-photo (857, 770, 915, 840)
headline: ಸಿಬ್ಬಂದಿ ನೇಮಕಾತಿ ಆಯೋಗದ ವತಿಯಿಂದ ಸ್ಪರ್ಧಾತ್ಮಕ ಪರೀಕ್ಷೆಗೆ ಅರ್ಜಿ ಆಹ್ವಾನ (714, 1209, 904, 1237)
page-number: 4 (64, 31, 80, 47)
story-phd (698, 745, 920, 939)
story-pmksy-training (698, 940, 920, 1202)
headline: ಜುಲೈ.20ರಂದು 13 ಗ್ರಾಪಂ.ಗಳಲ್ಲಿ ಹೋಬಳಿ ಮಟ್ಟದ ಪಿಂಚಣಿ ದಿನ (317, 750, 629, 766)
headline: ಬಾಳೆಹಣ್ಣು ಹಾಳಾಗದಂತೆ ತಡೆಯಲು ಟಿಪ್ಸ್ (255, 482, 755, 513)
article-body: ಒಂದು ಗೊನೆ ಅಥವಾ ಒಂದು ಡಜನ್ ಬಾಳೆ ಹಣ್ಣು ಮನೆಗೆ ತಂದ ಕೆಲವೇ ದಿನಗಳಲ್ಲಿ ಕಪ್ಪಾಗುತ್ತವೆ. ಅಷ್ಟರೊಳಗೆ ತಿನ್ನದಿದ್ದರೆ ಹಣ್ಣು ಹಾಳಾಗುತ್ತದೆ. ಕೆಲವು ಸರಳ ಟಿಪ್ಸ್ ಪಾಲಿಸಿದರೆ ಬಾಳೆಹಣ್ಣು ಹೆಚ್ಚು ದಿನ ತಾಜಾ ಉಳಿಯುತ್ತದೆ. 1. ಬಾಳೆಹಣ್ಣನ್ನು ನೇತು ಹಾಕಿ: ಬಾಳೆಹಣ್ಣನ್ನು ಹುಕ್‌ಗೆ ನೇತು ಹಾಕಿದರೆ ಬೇಗ ಹಾಳಾಗುವುದಿಲ್ಲ. 2. ಬಾಳೆಹಣ್ಣಿನ ಕಾಂಡವನ್ನು ಪ್ಲಾಸ್ಟಿಕ್‌ನಿಂದ ಸುತ್ತಿ: ತೊಟ್ಟಿನ ಭಾಗವನ್ನು ಸುತ್ತುವುದರಿಂದ ಹಣ್ಣಾಗುವ ಪ್ರಕ್ರಿಯೆ ನಿಧಾನವಾಗುತ್ತದೆ. 3. ಇತರ ಹಣ್ಣುಗಳಿಂದ ದೂರವಿಡಿ: ಸೇಬು ಮುಂತಾದ ಹಣ್ಣುಗಳ ಜೊತೆ ಇಟ್ಟರೆ ಬೇಗ ಹಣ್ಣಾಗುತ್ತವೆ. 4. ಹಣ್ಣಾದ ಬಾಳೆಹಣ್ಣನ್ನು ಫ್ರಿಜ್‌ನಲ್ಲಿಡಿ: ಸಂಪೂರ್ಣ ಹಣ್ಣಾದ ನಂತರ ಫ್ರಿಜ್‌ನಲ್ಲಿಟ್ಟರೆ ಕೆಲವು ದಿನ ತಾಜಾ ಉಳಿಯುತ್ತದೆ. ಸಿಪ್ಪೆ ಕಪ್ಪಾದರೂ ಒಳಭಾಗ ಚೆನ್ನಾಗಿರುತ್ತದೆ. ಬಾಳೆಹಣ್ಣಿನ ಬಾಕ್ಸ್ ಅಥವಾ ಲಂಚ್ ಬಾಕ್ಸ್ ಬಳಸಿ ಸಂಗ್ರಹಿಸಬಹುದು. ಅತಿ ಹಣ್ಣಾದ ಬಾಳೆಹಣ್ಣನ್ನು ಸ್ಮೂಥಿ, ಮಿಲ್ಕ್‌ಶೇಕ್ ತಯಾರಿಸಲು ಉಪಯೋಗಿಸಬಹುದು. (255, 518, 757, 564)
story-pomegranate (30, 596, 246, 740)
registration-marks (560, 1443, 598, 1451)
headline: ನಿರೂಪಣಾ ಲೆಜೆಂಡ್ 'ಅಪರ್ಣಾ ನೆನಪು' ನಿತ್ಯ ಜೀವಂತ! (251, 62, 919, 93)
registration-marks (790, 1443, 828, 1451)
headline: ಗೃಹಲಕ್ಷ್ಮೀ ಯೋಜನೆಗೆ ಲಿಂಗತ್ವ ಅಲ್ಪಸಂಖ್ಯಾತರು ಅರ್ಜಿ ಸಲ್ಲಿಸಬಹುದು (34, 751, 242, 781)
author-photo (787, 402, 835, 440)
article-body: ಬೆಳಗಾವಿ ಜು.13--ಬೆಳಗಾವಿಯ ರಾಣಿ ಚನ್ನಮ್ಮ ವಿಶ್ವವಿದ್ಯಾಲಯದ ಅಪರಾಧಶಾಸ್ತ್ರ ಮತ್ತು ಅಪರಾಧಿಕ ನ್ಯಾಯ ವಿಭಾಗದಲ್ಲಿ ಸಹಾಯಕ ಪ್ರಾಧ್ಯಾಪಕರಾಗಿ ಸೇವೆ ಸಲ್ಲಿಸುತ್ತಿರುವ ಚಂದ್ರಶೇಖರ್ ಎಸ್. ವಿ. ಅವರು ಮಂಡಿಸಿದ "Digital Initiatives of Policing in Modern Era: An Analytical Study" ಎಂಬ ವಿಷಯದ ಮೇಲಿನ ಮಹಾಪ್ರಬಂಧಕ್ಕೆ ವಿಶ್ವವಿದ್ಯಾಲಯವು ಪಿ.ಎಚ್.ಡಿ ಪದವಿ ನೀಡಿದೆ. ಇವರು ರಾಣಿ ಚನ್ನಮ್ಮ ವಿಶ್ವವಿದ್ಯಾಲಯದ ಅಪರಾಧಶಾಸ್ತ್ರ ವಿಭಾಗದ ಡಾ. ಜಿ. ದೇವರಮನಿ ಅವರ ಮಾರ್ಗದರ್ಶನದಲ್ಲಿ ಸಂಶೋಧನೆ ನಡೆಸಿದ್ದಾರೆ. (703, 770, 853, 854)
date-kannada: ರವಿವಾರ ೧೪-೦೭-೨೦೨೪ (86, 29, 152, 38)
headline: ಪ್ರಧಾನಮಂತ್ರಿ ಕೃಷಿ ಸಿಂಚಾಯಿ-ಕೇಂದ್ರ ಪುರಸ್ಕೃತ ಯೋಜನೆಯಡಿ ತರಬೇತಿ ಕಾರ್ಯಕ್ರಮ (727, 946, 891, 974)
masthead (30, 57, 244, 99)
story-pension-day (250, 745, 696, 977)
aparna-photo (385, 98, 653, 260)
article-body: ವಿಜಯಪುರ, ಜು.13-- ಕಂದಾಯ ಇಲಾಖೆಯ ಸಾಮಾಜಿಕ ಭದ್ರತೆ ಮತ್ತು ಪಿಂಚಣಿಗಳ ನಿರ್ದೇಶನಾಲಯದ ನಿರ್ದೇಶನದಂತೆ ಜಿಲ್ಲೆಯ 13 ಗ್ರಾಮ ಪಂಚಾಯತಿಗಳಲ್ಲಿ ಜುಲೈ 20ರಂದು ಹೋಬಳಿ ಮಟ್ಟದ ಪಿಂಚಣಿ ದಿನ ಹಮ್ಮಿಕೊಳ್ಳಲಾಗಿದೆ. ಜುಲೈ 20ರಂದು ಬೆಳಿಗ್ಗೆ 11 ಗಂಟೆಗೆ ವಿಜಯಪುರ ತಾಲೂಕಿನ ಗ್ರಾಮ ಪಂಚಾಯತಿ ಕಾರ್ಯಾಲಯ, ಬಬಲೇಶ್ವರ, ತಿಕೋಟಾ, ಬಸವನಬಾಗೇವಾಡಿ, ಕೊಲ್ಹಾರ, ನಿಡಗುಂದಿ, ಮುದ್ದೇಬಿಹಾಳ, ತಾಳಿಕೋಟೆ, ಇಂಡಿ, ಚಡಚಣ, ಸಿಂದಗಿ, ದೇವರಹಿಪ್ಪರಗಿ ಹಾಗೂ ಆಲಮೇಲ ತಾಲೂಕುಗಳ ಆಯ್ದ ಗ್ರಾಮ ಪಂಚಾಯತಿಗಳಲ್ಲಿ ಪಿಂಚಣಿ ಅದಾಲತ್ ನಡೆಸಲಾಗುವುದು. ಪಿಂಚಣಿ ಸೌಲಭ್ಯಕ್ಕೆ ಸಂಬಂಧಿಸಿದ ದೂರುಗಳನ್ನು ಸ್ಥಳದಲ್ಲೇ ಪರಿಹರಿಸಲಾಗುವುದು. ಅರ್ಹ ಫಲಾನುಭವಿಗಳು ಇದರ ಸದುಪಯೋಗ ಪಡೆದುಕೊಳ್ಳುವಂತೆ ಜಿಲ್ಲಾಧಿಕಾರಿಗಳು ಸೂಚನೆ ನೀಡಿದ್ದಾರೆ. (255, 770, 691, 816)
page-header (28, 28, 918, 51)
